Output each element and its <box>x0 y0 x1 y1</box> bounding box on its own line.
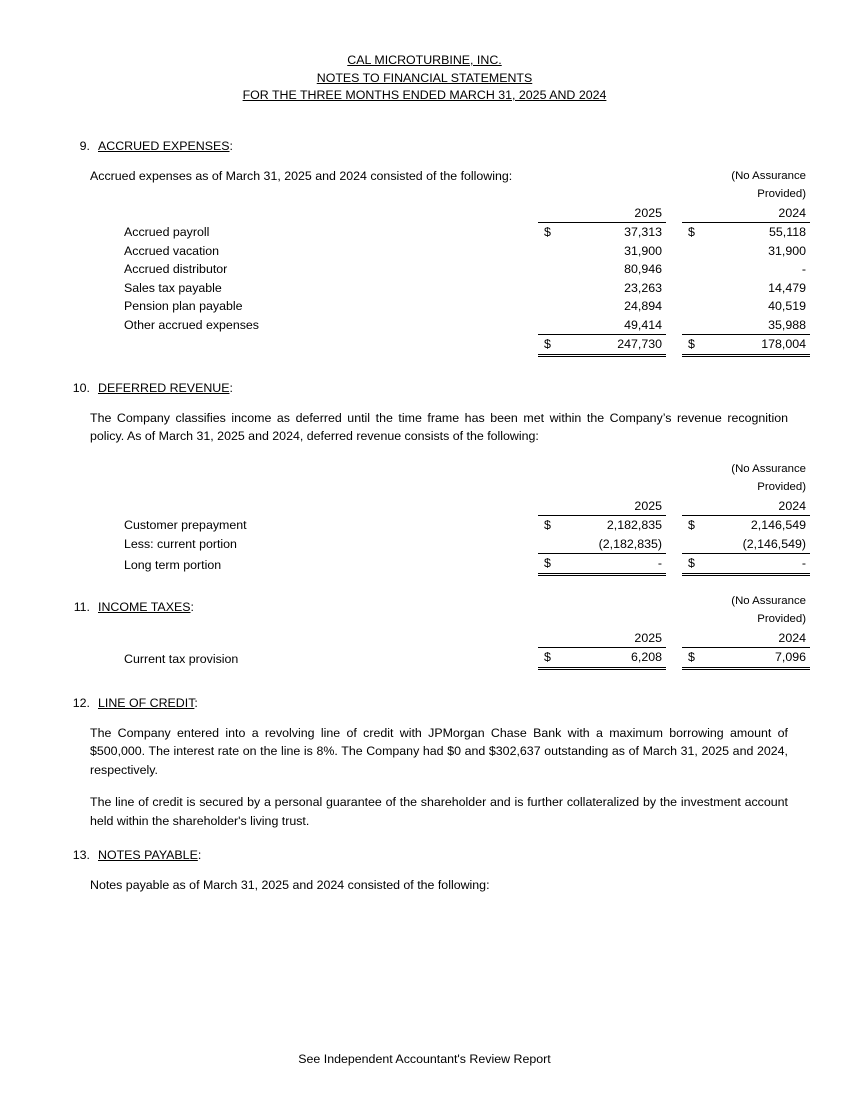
row-amount-2025: 31,900 <box>624 243 662 258</box>
table-row <box>90 516 810 535</box>
page-footer: See Independent Accountant's Review Report <box>298 1052 551 1066</box>
row-amount-2024: 2,146,549 <box>750 518 806 532</box>
total-currency-2025: $ <box>538 554 566 575</box>
row-label: Accrued vacation <box>124 243 220 258</box>
total-currency-2024: $ <box>682 648 710 669</box>
row-currency-2025: $ <box>544 518 551 532</box>
line-of-credit-body <box>90 724 788 831</box>
row-amount-2024: - <box>801 262 806 276</box>
note-accrued-expenses <box>62 138 806 357</box>
note-income-taxes <box>62 594 806 670</box>
deferred-revenue-body <box>90 409 788 446</box>
row-amount-2025: 49,414 <box>566 316 666 335</box>
table-year-header-row <box>90 497 810 516</box>
column-header-2025: 2025 <box>566 497 666 516</box>
total-amount-2025: - <box>566 554 666 575</box>
total-currency-2024: $ <box>682 554 710 575</box>
row-currency-2025 <box>538 242 566 261</box>
table-year-header-row <box>90 204 810 223</box>
note-deferred-revenue <box>62 380 806 576</box>
row-currency-2024 <box>682 279 710 298</box>
accrued-expenses-intro: Accrued expenses as of March 31, 2025 and 2024 consisted of the following: <box>90 168 513 183</box>
note-title: NOTES PAYABLE <box>98 848 198 862</box>
total-label: Long term portion <box>124 557 222 572</box>
note-number: 9. <box>79 138 90 153</box>
note-notes-payable <box>62 848 787 895</box>
row-amount-2025: 2,182,835 <box>606 518 662 532</box>
table-row <box>90 279 810 298</box>
note-title-colon: : <box>229 138 233 153</box>
note-title: DEFERRED REVENUE <box>98 380 230 395</box>
table-no-assurance-row <box>90 460 810 479</box>
table-row <box>90 260 810 279</box>
notes-payable-intro: Notes payable as of March 31, 2025 and 2024 consisted of the following: <box>90 878 490 892</box>
row-label: Less: current portion <box>124 537 237 551</box>
note-title: INCOME TAXES <box>98 599 191 614</box>
note-title: LINE OF CREDIT <box>98 695 195 710</box>
no-assurance-line2: Provided) <box>757 613 806 625</box>
row-label: Accrued distributor <box>124 262 228 276</box>
no-assurance-line2: Provided) <box>757 188 806 200</box>
note-number: 13. <box>72 848 90 862</box>
no-assurance-line1: (No Assurance <box>731 169 806 182</box>
table-row <box>90 223 810 242</box>
row-amount-2024: 40,519 <box>768 299 806 313</box>
table-row <box>90 297 810 316</box>
total-currency-2025: $ <box>538 335 566 356</box>
period-title: FOR THE THREE MONTHS ENDED MARCH 31, 2025 AND 2024 <box>242 88 607 102</box>
note-heading <box>62 696 787 710</box>
table-total-row <box>90 554 810 575</box>
deferred-revenue-table <box>90 460 810 576</box>
table-year-header-row <box>90 629 810 648</box>
total-currency-2024: $ <box>682 335 710 356</box>
total-amount-2024: 7,096 <box>710 648 810 669</box>
total-amount-2024: 178,004 <box>710 335 810 356</box>
row-amount-2025: (2,182,835) <box>566 535 666 554</box>
column-header-2024: 2024 <box>710 204 810 223</box>
row-currency-2024 <box>682 535 710 554</box>
note-heading <box>62 139 787 153</box>
total-currency-2025: $ <box>538 648 566 669</box>
table-total-row <box>90 335 810 356</box>
row-label: Other accrued expenses <box>124 318 259 332</box>
total-amount-2025: 6,208 <box>566 648 666 669</box>
company-name: CAL MICROTURBINE, INC. <box>347 53 502 67</box>
note-line-of-credit <box>62 696 787 831</box>
row-amount-2025: 80,946 <box>624 262 662 276</box>
total-label <box>90 335 522 356</box>
no-assurance-line1: (No Assurance <box>731 594 806 607</box>
table-no-assurance-row <box>90 592 810 611</box>
income-taxes-table <box>90 592 810 670</box>
table-row <box>90 316 810 335</box>
notes-payable-body <box>90 876 788 895</box>
line-of-credit-paragraph-2: The line of credit is secured by a personal guarantee of the shareholder and is further collateralized by the investment account held within the shareholder's living trust. <box>90 795 788 828</box>
note-number: 10. <box>72 380 90 395</box>
row-amount-2024: 35,988 <box>710 316 810 335</box>
row-currency-2025 <box>538 279 566 298</box>
row-amount-2025: 37,313 <box>624 225 662 239</box>
row-label: Sales tax payable <box>124 280 222 295</box>
table-no-assurance-row <box>90 610 810 629</box>
row-amount-2024: 31,900 <box>768 243 806 258</box>
no-assurance-line1: (No Assurance <box>731 462 806 475</box>
row-currency-2025: $ <box>544 225 551 239</box>
table-no-assurance-row <box>90 478 810 497</box>
note-number: 12. <box>72 695 90 710</box>
row-label: Customer prepayment <box>124 518 247 532</box>
document-header <box>62 52 787 105</box>
row-currency-2024 <box>682 242 710 261</box>
note-title: ACCRUED EXPENSES <box>98 138 230 153</box>
table-intro-row <box>90 167 810 186</box>
row-amount-2024: 14,479 <box>768 280 806 295</box>
row-amount-2024: (2,146,549) <box>710 535 810 554</box>
column-header-2025: 2025 <box>566 204 666 223</box>
note-number: 11. <box>73 599 90 614</box>
note-title-colon: : <box>194 695 198 710</box>
row-currency-2025 <box>538 316 566 335</box>
row-currency-2025 <box>538 260 566 279</box>
row-currency-2024: $ <box>688 225 695 239</box>
row-currency-2024 <box>682 297 710 316</box>
row-currency-2024 <box>682 316 710 335</box>
row-currency-2025 <box>538 535 566 554</box>
row-currency-2025 <box>538 297 566 316</box>
deferred-revenue-paragraph: The Company classifies income as deferred until the time frame has been met within the Company’s revenue recognition policy. As of March 31, 2025 and 2024, deferred revenue consists of the following: <box>90 410 788 443</box>
row-label: Accrued payroll <box>124 225 210 239</box>
total-amount-2024: - <box>710 554 810 575</box>
table-no-assurance-row <box>90 185 810 204</box>
accrued-expenses-table <box>90 167 810 357</box>
document-title: NOTES TO FINANCIAL STATEMENTS <box>316 70 533 85</box>
table-total-row <box>90 648 810 669</box>
row-currency-2024 <box>682 260 710 279</box>
column-header-2025: 2025 <box>566 629 666 648</box>
note-heading <box>62 381 787 395</box>
row-label: Pension plan payable <box>124 299 243 313</box>
note-heading <box>62 848 787 862</box>
table-row <box>90 535 810 554</box>
no-assurance-line2: Provided) <box>757 481 806 493</box>
note-title-colon: : <box>197 848 202 862</box>
note-title-colon: : <box>229 380 233 395</box>
column-header-2024: 2024 <box>710 497 810 516</box>
line-of-credit-paragraph-1: The Company entered into a revolving line of credit with JPMorgan Chase Bank with a maximum borrowing amount of $500,000. The interest rate on the line is 8%. The Company had $0 and $302,637 outstanding as of March 31, 2025 and 2024, respectively. <box>90 725 788 777</box>
note-title-colon: : <box>190 599 194 614</box>
row-amount-2025: 24,894 <box>624 299 662 313</box>
column-header-2024: 2024 <box>710 629 810 648</box>
row-currency-2024: $ <box>688 518 695 532</box>
row-amount-2025: 23,263 <box>624 280 662 295</box>
table-row <box>90 242 810 261</box>
total-label: Current tax provision <box>124 651 239 666</box>
row-amount-2024: 55,118 <box>769 225 806 239</box>
total-amount-2025: 247,730 <box>566 335 666 356</box>
